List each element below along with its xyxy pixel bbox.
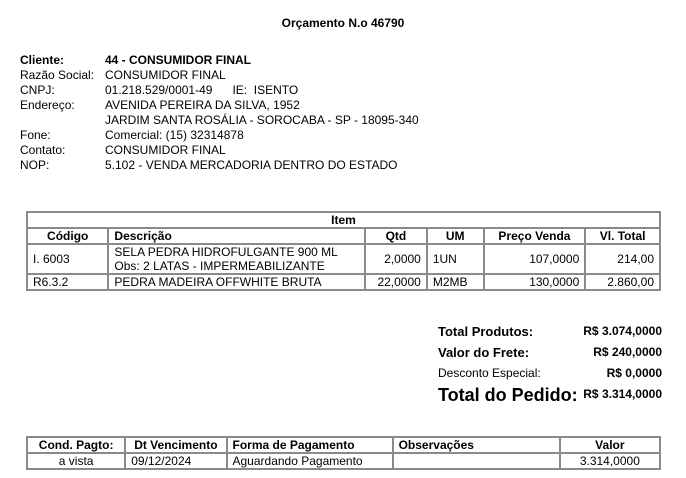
fone-row <box>20 128 419 143</box>
client-info <box>20 53 419 173</box>
total-produtos-label: Total Produtos: <box>438 324 534 339</box>
contato-label: Contato: <box>20 143 66 157</box>
header-qtd: Qtd <box>365 228 427 244</box>
cell-observacoes <box>393 453 560 469</box>
cnpj-value: 01.218.529/0001-49 <box>105 83 213 97</box>
cell-um: M2MB <box>427 274 484 290</box>
descricao-obs: Obs: 2 LATAS - IMPERMEABILIZANTE <box>114 259 325 273</box>
cell-valor: 3.314,0000 <box>560 453 660 469</box>
table-row <box>27 453 660 469</box>
nop-label: NOP: <box>20 158 50 172</box>
cell-um: 1UN <box>427 244 484 274</box>
razao-social-value: CONSUMIDOR FINAL <box>105 68 226 82</box>
items-caption: Item <box>27 212 660 228</box>
cnpj-row <box>20 83 419 98</box>
cell-codigo: R6.3.2 <box>27 274 108 290</box>
header-forma-pagamento: Forma de Pagamento <box>227 437 393 453</box>
header-vl-total: Vl. Total <box>585 228 660 244</box>
valor-frete-value: R$ 240,0000 <box>593 345 662 359</box>
header-observacoes: Observações <box>393 437 560 453</box>
endereco-label: Endereço: <box>20 98 75 112</box>
items-caption-row <box>27 212 660 228</box>
cliente-label: Cliente: <box>20 53 65 67</box>
endereco-line1: AVENIDA PEREIRA DA SILVA, 1952 <box>105 98 300 112</box>
contato-value: CONSUMIDOR FINAL <box>105 143 226 157</box>
cell-descricao: PEDRA MADEIRA OFFWHITE BRUTA <box>108 274 365 290</box>
items-table <box>26 211 661 291</box>
fone-value: Comercial: (15) 32314878 <box>105 128 244 142</box>
cell-preco-venda: 130,0000 <box>484 274 586 290</box>
cell-forma-pagamento: Aguardando Pagamento <box>227 453 393 469</box>
razao-social-row <box>20 68 419 83</box>
header-codigo: Código <box>27 228 108 244</box>
total-produtos-value: R$ 3.074,0000 <box>583 324 662 338</box>
cell-vl-total: 2.860,00 <box>585 274 660 290</box>
nop-value: 5.102 - VENDA MERCADORIA DENTRO DO ESTADO <box>105 158 398 172</box>
header-cond-pagto: Cond. Pagto: <box>27 437 125 453</box>
endereco-row-2 <box>20 113 419 128</box>
table-row <box>27 244 660 274</box>
items-header-row <box>27 228 660 244</box>
cnpj-label: CNPJ: <box>20 83 55 97</box>
total-produtos-row <box>438 322 662 343</box>
valor-frete-label: Valor do Frete: <box>438 345 530 360</box>
contato-row <box>20 143 419 158</box>
header-dt-vencimento: Dt Vencimento <box>125 437 226 453</box>
descricao-text: SELA PEDRA HIDROFULGANTE 900 ML <box>114 245 338 259</box>
desconto-especial-value: R$ 0,0000 <box>606 366 662 380</box>
cell-descricao <box>108 244 365 274</box>
cell-qtd: 22,0000 <box>365 274 427 290</box>
nop-row <box>20 158 419 173</box>
razao-social-label: Razão Social: <box>20 68 95 82</box>
endereco-row <box>20 98 419 113</box>
cliente-row <box>20 53 419 68</box>
total-pedido-value: R$ 3.314,0000 <box>583 387 662 401</box>
valor-frete-row <box>438 343 662 364</box>
desconto-especial-row <box>438 364 662 385</box>
totals-block <box>438 322 662 409</box>
payment-table <box>26 436 661 470</box>
table-row <box>27 274 660 290</box>
header-descricao: Descrição <box>108 228 365 244</box>
ie-value: ISENTO <box>253 83 299 97</box>
fone-label: Fone: <box>20 128 51 142</box>
payment-header-row <box>27 437 660 453</box>
ie-label: IE: <box>232 83 248 97</box>
endereco-line2: JARDIM SANTA ROSÁLIA - SOROCABA - SP - 18095-340 <box>105 113 419 127</box>
cell-dt-vencimento: 09/12/2024 <box>125 453 226 469</box>
cell-preco-venda: 107,0000 <box>484 244 586 274</box>
header-um: UM <box>427 228 484 244</box>
cliente-value: 44 - CONSUMIDOR FINAL <box>105 53 252 67</box>
header-valor: Valor <box>560 437 660 453</box>
cell-cond-pagto: a vista <box>27 453 125 469</box>
document-title: Orçamento N.o 46790 <box>281 16 405 30</box>
total-pedido-label: Total do Pedido: <box>438 385 578 405</box>
cell-qtd: 2,0000 <box>365 244 427 274</box>
cell-codigo: I. 6003 <box>27 244 108 274</box>
header-preco-venda: Preço Venda <box>484 228 586 244</box>
cell-vl-total: 214,00 <box>585 244 660 274</box>
total-pedido-row <box>438 385 662 409</box>
desconto-especial-label: Desconto Especial: <box>438 366 541 380</box>
